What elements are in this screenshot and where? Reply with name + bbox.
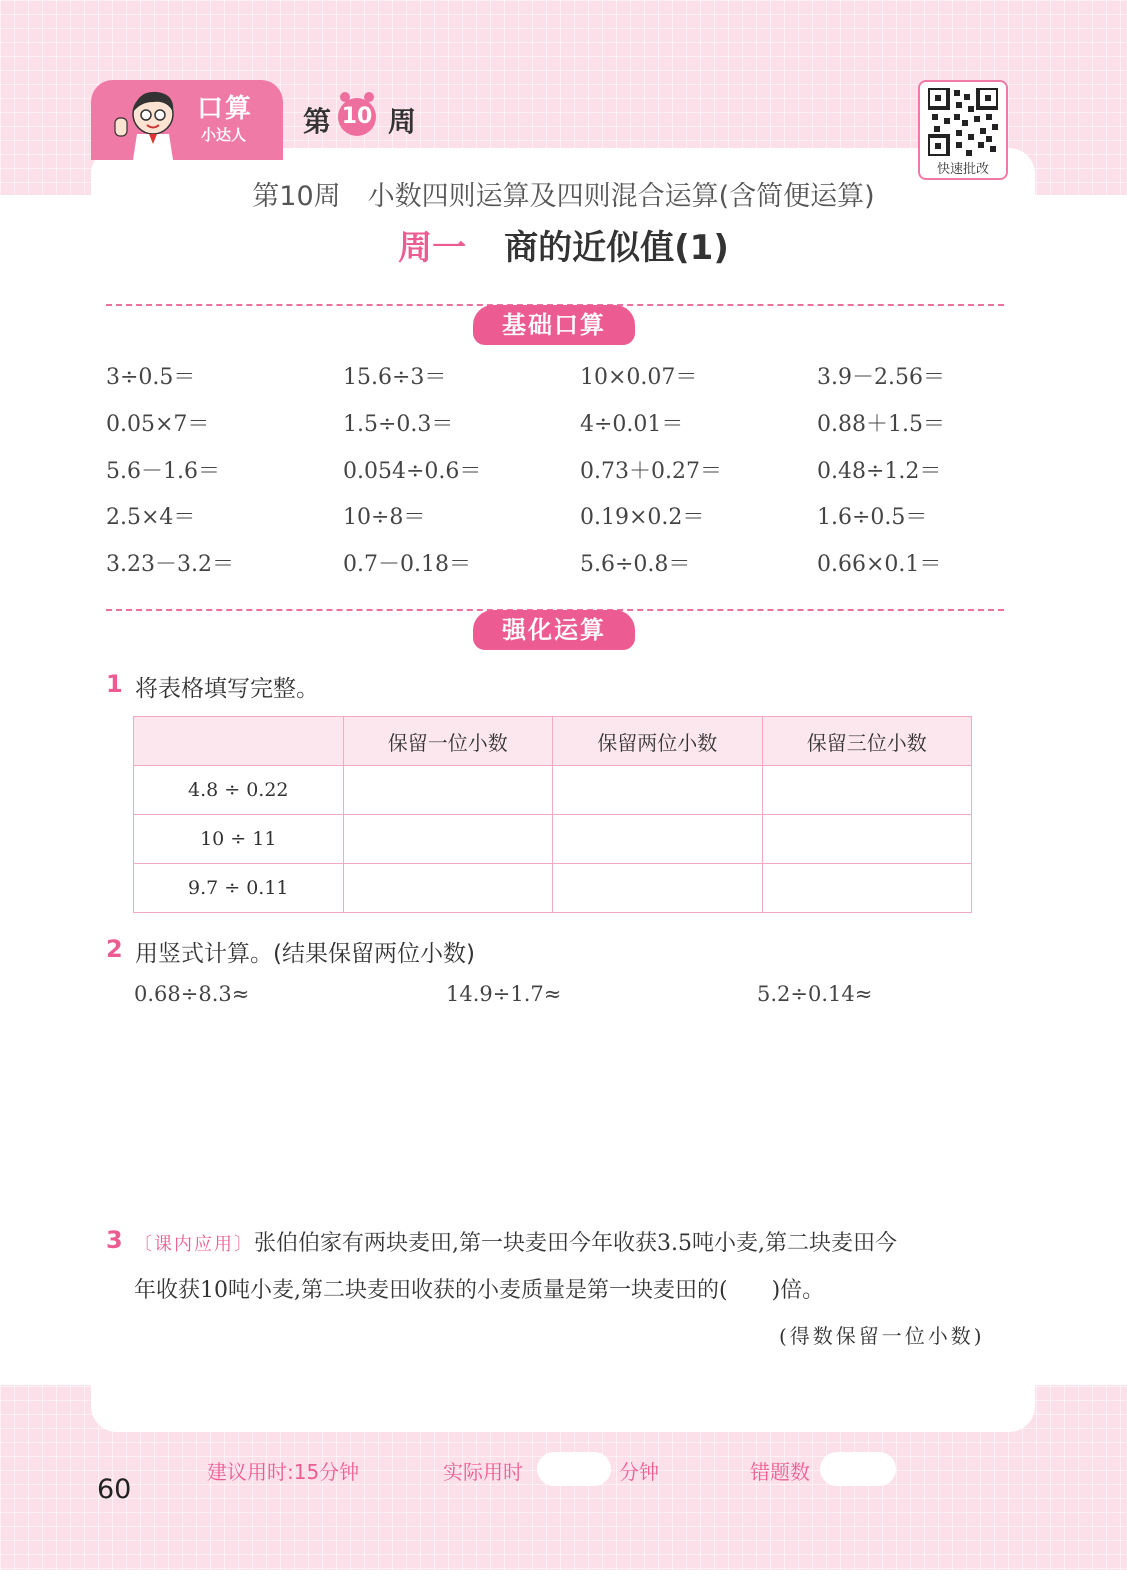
question-1-text: 将表格填写完整。 bbox=[135, 676, 319, 702]
oral-item: 0.66×0.1＝ bbox=[817, 552, 942, 578]
week-number-clock: 10 bbox=[338, 98, 376, 136]
table-row bbox=[134, 864, 972, 913]
question-3-text-2: 年收获10吨小麦,第二块麦田收获的小麦质量是第一块麦田的( )倍。 bbox=[134, 1278, 825, 1303]
oral-item: 1.6÷0.5＝ bbox=[817, 505, 928, 531]
error-count-field[interactable] bbox=[820, 1452, 896, 1486]
oral-item: 3÷0.5＝ bbox=[106, 365, 196, 390]
vertical-calc-item: 5.2÷0.14≈ bbox=[757, 982, 873, 1006]
section-label-basic: 基础口算 bbox=[473, 305, 635, 345]
oral-item: 0.05×7＝ bbox=[106, 411, 210, 437]
oral-item: 0.054÷0.6＝ bbox=[343, 458, 482, 484]
brand-badge bbox=[91, 80, 283, 160]
vertical-calc-item: 0.68÷8.3≈ bbox=[134, 982, 250, 1006]
oral-item: 0.88＋1.5＝ bbox=[817, 411, 945, 437]
table-header-cell: 保留三位小数 bbox=[762, 717, 972, 766]
actual-time-label: 实际用时 bbox=[443, 1460, 523, 1484]
badge-title: 口算 bbox=[197, 94, 254, 124]
table-header-cell bbox=[134, 717, 344, 766]
oral-exercise-grid bbox=[106, 362, 1006, 596]
oral-item: 3.23－3.2＝ bbox=[106, 552, 234, 578]
lesson-title bbox=[0, 220, 1127, 269]
error-count-label: 错题数 bbox=[750, 1460, 810, 1484]
table-row bbox=[134, 766, 972, 815]
vertical-calc-item: 14.9÷1.7≈ bbox=[446, 982, 562, 1006]
page-number: 60 bbox=[97, 1474, 132, 1505]
question-2-text: 用竖式计算。(结果保留两位小数) bbox=[135, 941, 475, 967]
oral-item: 5.6÷0.8＝ bbox=[580, 552, 691, 578]
qr-label: 快速批改 bbox=[936, 162, 989, 177]
badge-subtitle: 小达人 bbox=[201, 126, 247, 144]
qr-code[interactable] bbox=[918, 80, 1008, 180]
week-prefix: 第 bbox=[303, 105, 332, 138]
week-suffix: 周 bbox=[388, 105, 417, 138]
actual-time-field[interactable] bbox=[537, 1452, 611, 1486]
suggested-time: 建议用时:15分钟 bbox=[207, 1460, 360, 1484]
question-2-number: 2 bbox=[106, 935, 123, 963]
section-label-advanced: 强化运算 bbox=[473, 610, 635, 650]
oral-item: 10×0.07＝ bbox=[580, 365, 698, 390]
mascot-icon bbox=[109, 84, 189, 160]
lesson-topic: 商的近似值(1) bbox=[504, 228, 729, 268]
table-row bbox=[134, 815, 972, 864]
answer-cell[interactable] bbox=[762, 815, 972, 864]
answer-cell[interactable] bbox=[553, 815, 763, 864]
table-row-label: 10 ÷ 11 bbox=[134, 815, 344, 864]
table-header-cell: 保留一位小数 bbox=[343, 717, 553, 766]
oral-item: 1.5÷0.3＝ bbox=[343, 411, 454, 437]
oral-item: 0.48÷1.2＝ bbox=[817, 458, 942, 484]
question-3-note: (得数保留一位小数) bbox=[779, 1324, 985, 1348]
answer-cell[interactable] bbox=[553, 864, 763, 913]
oral-item: 3.9－2.56＝ bbox=[817, 365, 945, 390]
qr-code-icon bbox=[928, 88, 998, 156]
lesson-day: 周一 bbox=[398, 228, 467, 268]
oral-item: 4÷0.01＝ bbox=[580, 411, 684, 437]
answer-cell[interactable] bbox=[343, 766, 553, 815]
question-1-number: 1 bbox=[106, 670, 123, 698]
answer-cell[interactable] bbox=[343, 864, 553, 913]
oral-item: 5.6－1.6＝ bbox=[106, 458, 220, 484]
question-3-text-1: 张伯伯家有两块麦田,第一块麦田今年收获3.5吨小麦,第二块麦田今 bbox=[254, 1231, 897, 1256]
minutes-label: 分钟 bbox=[619, 1460, 659, 1484]
question-3-tag: 〔课内应用〕 bbox=[134, 1234, 254, 1255]
answer-cell[interactable] bbox=[343, 815, 553, 864]
question-3-line-1 bbox=[134, 1226, 897, 1257]
table-header-row bbox=[134, 717, 972, 766]
table-row-label: 4.8 ÷ 0.22 bbox=[134, 766, 344, 815]
oral-item: 15.6÷3＝ bbox=[343, 365, 447, 390]
week-subtitle: 第10周 小数四则运算及四则混合运算(含简便运算) bbox=[252, 181, 875, 212]
oral-item: 0.19×0.2＝ bbox=[580, 505, 705, 531]
oral-item: 0.7－0.18＝ bbox=[343, 552, 471, 578]
question-3-number: 3 bbox=[106, 1226, 123, 1254]
oral-item: 2.5×4＝ bbox=[106, 505, 196, 531]
table-header-cell: 保留两位小数 bbox=[553, 717, 763, 766]
answer-cell[interactable] bbox=[762, 864, 972, 913]
table-row-label: 9.7 ÷ 0.11 bbox=[134, 864, 344, 913]
answer-cell[interactable] bbox=[762, 766, 972, 815]
oral-item: 10÷8＝ bbox=[343, 505, 426, 531]
rounding-table bbox=[133, 716, 972, 913]
answer-cell[interactable] bbox=[553, 766, 763, 815]
oral-item: 0.73＋0.27＝ bbox=[580, 458, 722, 484]
